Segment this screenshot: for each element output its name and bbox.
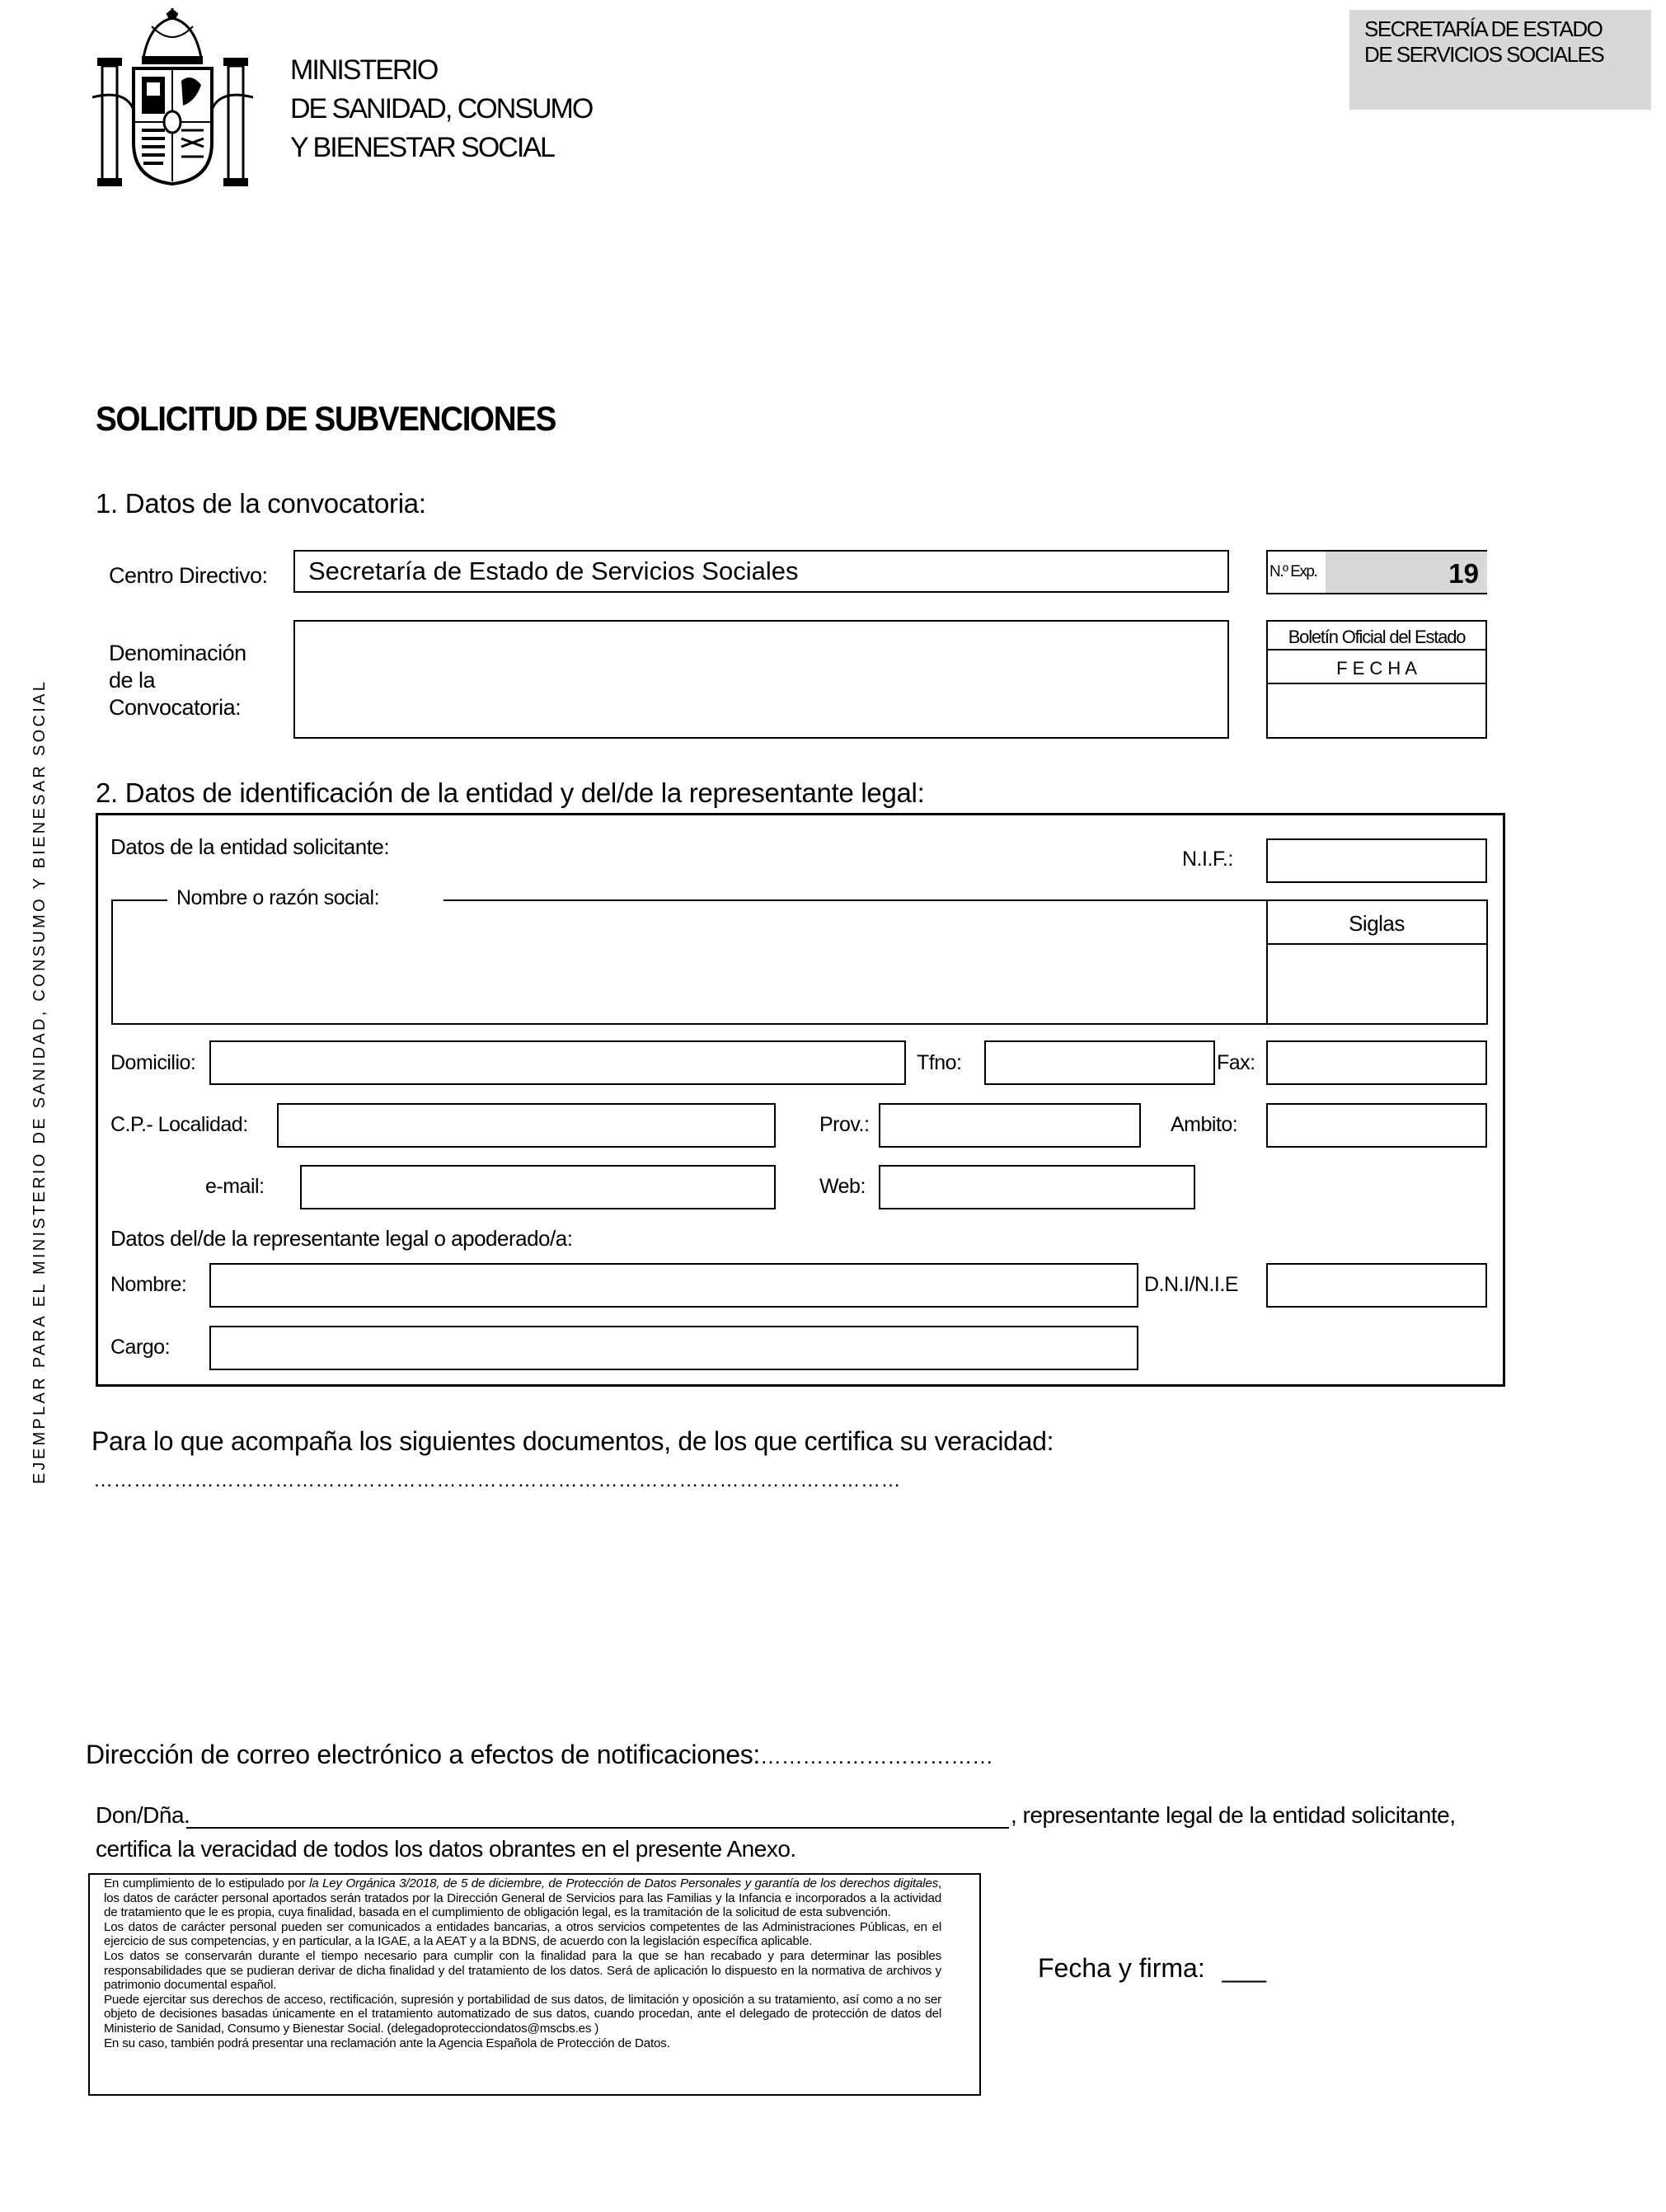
dni-input[interactable] [1266,1263,1487,1308]
nombre-input[interactable] [209,1263,1138,1308]
fecha-label: F E C H A [1336,658,1417,679]
secretaria-box [1349,10,1651,110]
secretaria-line-2: DE SERVICIOS SOCIALES [1364,42,1604,67]
documents-dots: ………………………………………………………………………………………………………… [93,1469,901,1491]
don-label: Don/Dña. [96,1802,190,1828]
web-label: Web: [819,1175,866,1198]
fax-label: Fax: [1217,1051,1255,1074]
nif-label: N.I.F.: [1182,848,1233,871]
dni-label: D.N.I/N.I.E [1144,1273,1238,1296]
cargo-input[interactable] [209,1326,1138,1370]
boe-fecha-box [1266,620,1487,739]
signature-label: Fecha y firma: [1038,1953,1205,1983]
denominacion-label-line-1: Denominación [109,641,246,665]
ministry-line-1: MINISTERIO [290,54,438,86]
nif-input[interactable] [1266,838,1487,883]
documents-text: Para lo que acompaña los siguientes documentos, de los que certifica su veracidad: [92,1426,1054,1456]
expediente-value: 19 [1448,558,1479,589]
legal-paragraph-4: Puede ejercitar sus derechos de acceso, rectificación, supresión y portabilidad de sus datos, de limitación y oposición a su tratamiento, así como a no ser objeto de decisiones basadas únicamente en el tratamiento automatizado de sus datos, cuando procedan, ante el delegado de protección de datos del Ministerio de Sanidad, Consumo y Bienestar Social. (delegadoprotecciondatos@mscbs.es ) [104,1992,941,2036]
section-2-heading: 2. Datos de identificación de la entidad y del/de la representante legal: [96,777,925,808]
notifications-text: Dirección de correo electrónico a efectos de notificaciones: [86,1740,761,1769]
cp-localidad-input[interactable] [277,1103,776,1148]
expediente-label: N.º Exp. [1269,563,1317,580]
siglas-input[interactable] [1269,946,1489,1024]
signature-line[interactable]: ___ [1222,1953,1266,1983]
don-name-line[interactable] [186,1827,1009,1829]
email-input[interactable] [300,1165,776,1209]
fax-input[interactable] [1266,1040,1487,1085]
certify-text: certifica la veracidad de todos los datos obrantes en el presente Anexo. [96,1836,796,1862]
legal-paragraph-1: En cumplimiento de lo estipulado por la Ley Orgánica 3/2018, de 5 de diciembre, de Protección de Datos Personales y garantía de los derechos digitales, los datos de carácter personal aportados serán tratados por la Dirección General de Servicios para las Familias y la Infancia e incorporados a la actividad de tratamiento que le es propia, cuya finalidad, basada en el cumplimiento de obligación legal, es la tramitación de la solicitud de esta subvención. [104,1876,941,1920]
centro-directivo-label: Centro Directivo: [109,563,268,588]
legal-notice-text [104,1876,941,2050]
signature-area [1038,1953,1266,1984]
prov-input[interactable] [879,1103,1141,1148]
ambito-label: Ambito: [1171,1113,1238,1136]
notifications-dots: …………………………… [760,1744,993,1768]
siglas-label: Siglas [1349,911,1405,936]
representante-label: Datos del/de la representante legal o apoderado/a: [110,1226,573,1251]
entidad-solicitante-label: Datos de la entidad solicitante: [110,834,390,859]
legal-paragraph-2: Los datos de carácter personal pueden ser comunicados a entidades bancarias, a otros servicios competentes de las Administraciones Públicas, en el ejercicio de sus competencias, y en particular, a la IGAE, a la AEAT y a la BDNS, de acuerdo con la legislación específica aplicable. [104,1919,941,1949]
secretaria-line-1: SECRETARÍA DE ESTADO [1364,16,1603,41]
tfno-label: Tfno: [917,1051,962,1074]
domicilio-input[interactable] [209,1040,906,1085]
fecha-input[interactable] [1268,684,1489,739]
don-tail-text: , representante legal de la entidad solicitante, [1011,1802,1456,1828]
legal-paragraph-5: En su caso, también podrá presentar una reclamación ante la Agencia Española de Protección de Datos. [104,2036,670,2050]
side-ejemplar-text: EJEMPLAR PARA EL MINISTERIO DE SANIDAD, CONSUMO Y BIENESAR SOCIAL [31,679,49,1484]
razon-social-input[interactable] [114,904,1266,1026]
legal-paragraph-3: Los datos se conservarán durante el tiempo necesario para cumplir con la finalidad para la que se han recabado y para determinar las posibles responsabilidades que se pudieran derivar de dicha finalidad y del tratamiento de los datos. Será de aplicación lo dispuesto en la normativa de archivos y patrimonio documental español. [104,1948,941,1993]
cp-localidad-label: C.P.- Localidad: [110,1113,248,1136]
expediente-box [1266,550,1487,594]
email-label: e-mail: [205,1175,265,1198]
notifications-line [86,1740,993,1770]
ministry-line-3: Y BIENESTAR SOCIAL [290,132,554,163]
page-title: SOLICITUD DE SUBVENCIONES [96,399,556,438]
secretaria-text [1364,16,1603,68]
cargo-label: Cargo: [110,1336,171,1359]
denominacion-label-line-2: de la [109,668,156,693]
nombre-razon-social-label: Nombre o razón social: [176,886,380,909]
nombre-label: Nombre: [110,1273,187,1296]
web-input[interactable] [879,1165,1195,1209]
denominacion-label [109,640,246,721]
prov-label: Prov.: [819,1113,870,1136]
tfno-input[interactable] [984,1040,1215,1085]
ambito-input[interactable] [1266,1103,1487,1148]
coat-of-arms-icon [92,7,253,190]
section-1-heading: 1. Datos de la convocatoria: [96,488,426,519]
centro-directivo-input[interactable] [293,550,1229,593]
ministry-line-2: DE SANIDAD, CONSUMO [290,93,593,124]
boe-label: Boletín Oficial del Estado [1288,627,1466,647]
denominacion-input[interactable] [293,620,1229,739]
domicilio-label: Domicilio: [110,1051,196,1074]
denominacion-label-line-3: Convocatoria: [109,695,242,720]
ministry-name [290,51,592,167]
